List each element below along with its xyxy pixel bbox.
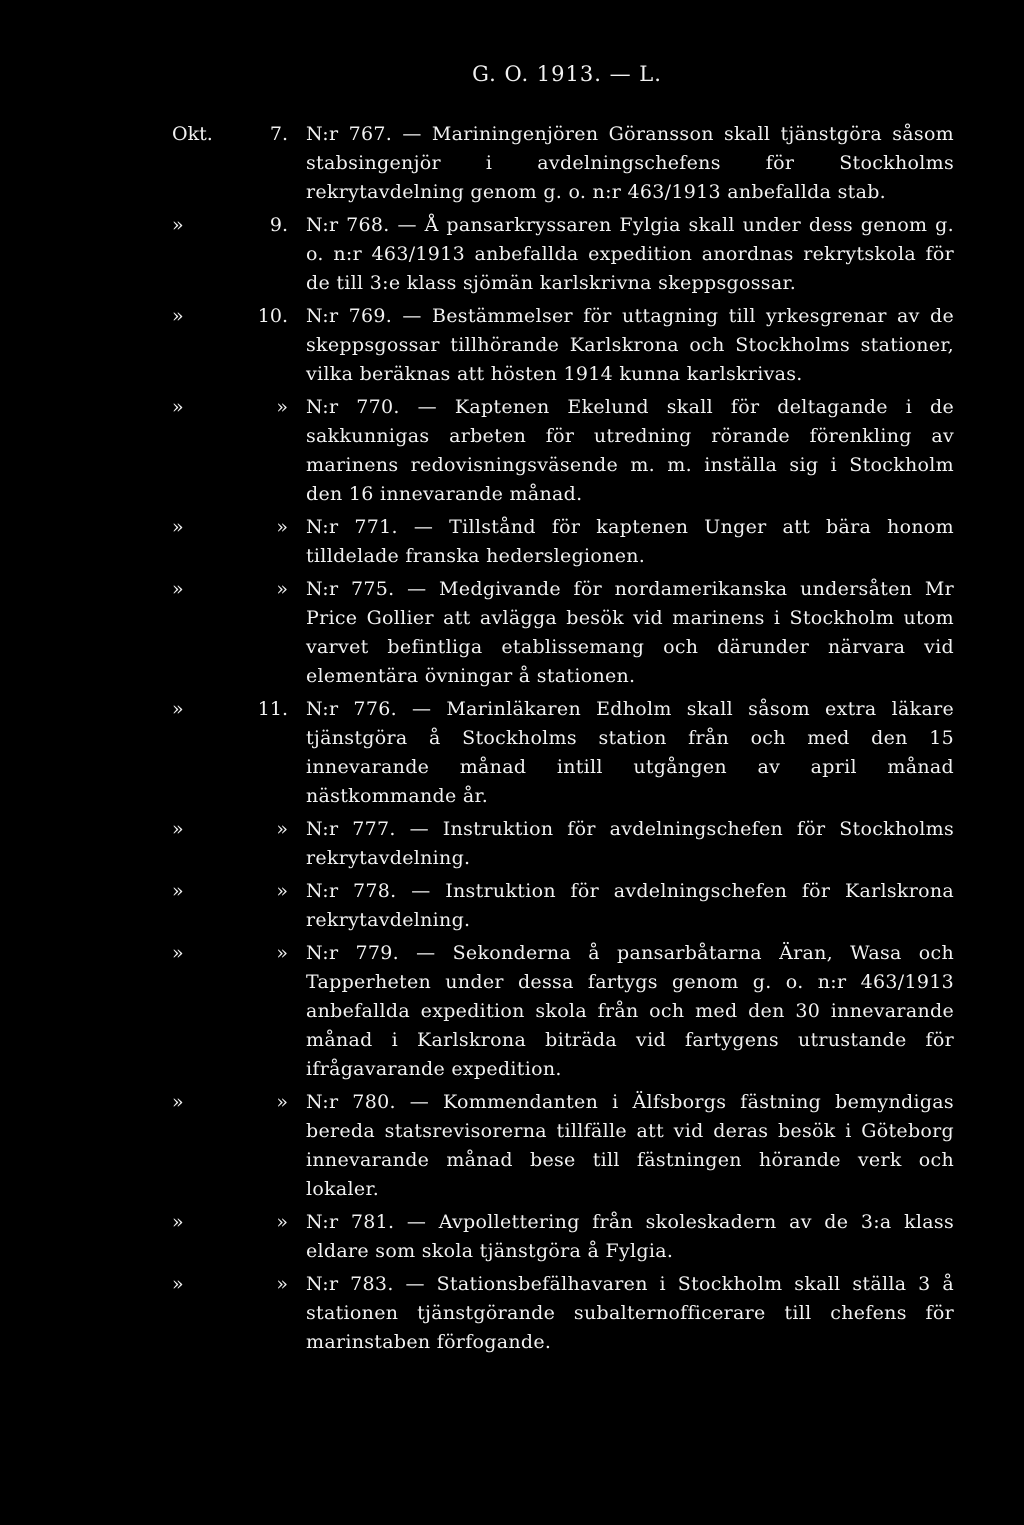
entry-text: N:r 783. — Stationsbefälhavaren i Stockholm skall ställa 3 å stationen tjänstgörande subalternofficerare till chefens för marinstaben förfogande. (306, 1273, 954, 1353)
entry-month: » (172, 1091, 184, 1113)
order-list (0, 120, 1024, 1357)
entry-month: » (172, 305, 184, 327)
entry-day: » (276, 880, 288, 902)
entry-month: » (172, 214, 184, 236)
entry-month: » (172, 516, 184, 538)
entry-day: » (276, 942, 288, 964)
order-entry (0, 120, 1024, 207)
entry-text: N:r 779. — Sekonderna å pansarbåtarna Äran, Wasa och Tapperheten under dessa fartygs genom g. o. n:r 463/1913 anbefallda expedition skola från och med den 30 innevarande månad i Karlskrona biträda vid fartygens utrustande för ifrågavarande expedition. (306, 942, 954, 1080)
entry-text: N:r 776. — Marinläkaren Edholm skall såsom extra läkare tjänstgöra å Stockholms station från och med den 15 innevarande månad intill utgången av april månad nästkommande år. (306, 698, 954, 807)
entry-text: N:r 769. — Bestämmelser för uttagning till yrkesgrenar av de skeppsgossar tillhörande Karlskrona och Stockholms stationer, vilka beräknas att hösten 1914 kunna karlskrivas. (306, 305, 954, 385)
entry-month: » (172, 818, 184, 840)
entry-month: » (172, 880, 184, 902)
page-header: G. O. 1913. — L. (472, 62, 662, 86)
entry-text: N:r 781. — Avpollettering från skoleskadern av de 3:a klass eldare som skola tjänstgöra å Fylgia. (306, 1211, 954, 1262)
order-entry (0, 513, 1024, 571)
entry-day: » (276, 818, 288, 840)
entry-day: » (276, 516, 288, 538)
order-entry (0, 939, 1024, 1084)
entry-text: N:r 780. — Kommendanten i Älfsborgs fästning bemyndigas bereda statsrevisorerna tillfälle att vid deras besök i Göteborg innevarande månad bese till fästningen hörande verk och lokaler. (306, 1091, 954, 1200)
entry-month: Okt. (172, 123, 213, 145)
entry-text: N:r 778. — Instruktion för avdelningschefen för Karlskrona rekrytavdelning. (306, 880, 954, 931)
entry-text: N:r 770. — Kaptenen Ekelund skall för deltagande i de sakkunnigas arbeten för utredning rörande förenkling av marinens redovisningsväsende m. m. inställa sig i Stockholm den 16 innevarande månad. (306, 396, 954, 505)
order-entry (0, 695, 1024, 811)
entry-month: » (172, 578, 184, 600)
order-entry (0, 1270, 1024, 1357)
entry-text: N:r 767. — Mariningenjören Göransson skall tjänstgöra såsom stabsingenjör i avdelningschefens för Stockholms rekrytavdelning genom g. o. n:r 463/1913 anbefallda stab. (306, 123, 954, 203)
entry-day: 7. (269, 123, 288, 145)
entry-day: » (276, 396, 288, 418)
entry-day: » (276, 578, 288, 600)
entry-text: N:r 777. — Instruktion för avdelningschefen för Stockholms rekrytavdelning. (306, 818, 954, 869)
entry-day: » (276, 1273, 288, 1295)
entry-month: » (172, 1273, 184, 1295)
order-entry (0, 877, 1024, 935)
entry-day: » (276, 1091, 288, 1113)
entry-month: » (172, 942, 184, 964)
entry-text: N:r 771. — Tillstånd för kaptenen Unger att bära honom tilldelade franska hederslegionen. (306, 516, 954, 567)
entry-day: 10. (257, 305, 288, 327)
order-entry (0, 393, 1024, 509)
order-entry (0, 1088, 1024, 1204)
order-entry (0, 302, 1024, 389)
entry-month: » (172, 1211, 184, 1233)
order-entry (0, 211, 1024, 298)
entry-day: 9. (269, 214, 288, 236)
entry-text: N:r 768. — Å pansarkryssaren Fylgia skall under dess genom g. o. n:r 463/1913 anbefallda expedition anordnas rekrytskola för de till 3:e klass sjömän karlskrivna skeppsgossar. (306, 214, 954, 294)
entry-day: » (276, 1211, 288, 1233)
order-entry (0, 1208, 1024, 1266)
order-entry (0, 575, 1024, 691)
entry-month: » (172, 698, 184, 720)
entry-text: N:r 775. — Medgivande för nordamerikanska undersåten Mr Price Gollier att avlägga besök vid marinens i Stockholm utom varvet befintliga etablissemang och därunder närvara vid elementära övningar å stationen. (306, 578, 954, 687)
entry-day: 11. (257, 698, 288, 720)
order-entry (0, 815, 1024, 873)
entry-month: » (172, 396, 184, 418)
